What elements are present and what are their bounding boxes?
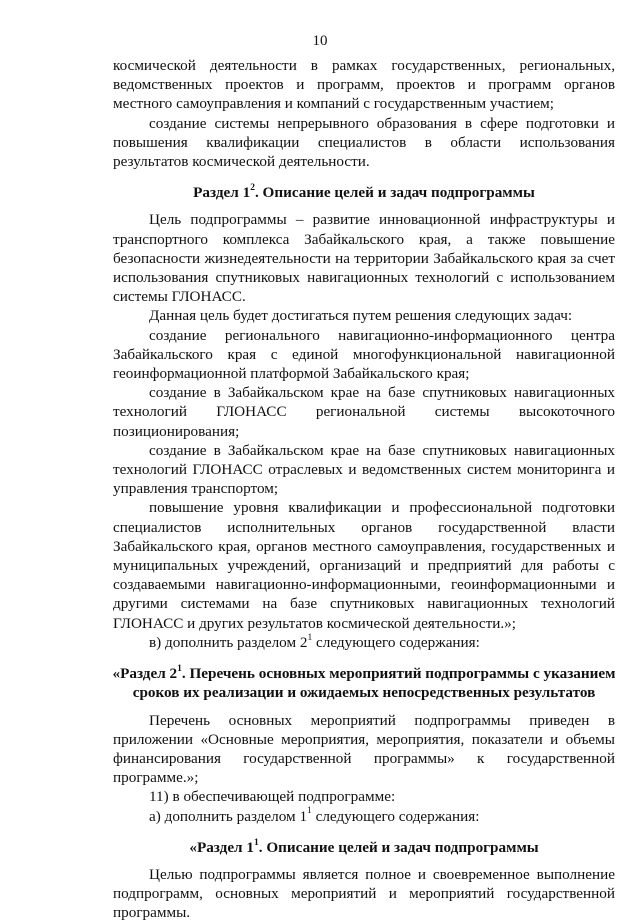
paragraph: Данная цель будет достигаться путем решения следующих задач:	[149, 307, 573, 325]
section-heading	[105, 664, 623, 702]
document-body	[113, 56, 615, 923]
paragraph-text: следующего содержания:	[312, 633, 480, 651]
paragraph-superscript: 1	[307, 806, 312, 817]
paragraph: Целью подпрограммы является полное и своевременное выполнение подпрограмм, основных мероприятий и мероприятий государственной программы.	[113, 865, 615, 922]
paragraph: 11) в обеспечивающей подпрограмме:	[149, 788, 396, 806]
heading-superscript: 2	[250, 183, 255, 194]
heading-superscript: 1	[253, 837, 259, 848]
paragraph: создание регионального навигационно-информационного центра Забайкальского края с единой многофункциональной навигационной геоинформационной платформой Забайкальского края;	[113, 326, 615, 383]
paragraph-text: а) дополнить разделом 1	[149, 807, 308, 825]
paragraph: создание в Забайкальском крае на базе спутниковых навигационных технологий ГЛОНАСС региональной системы высокоточного позиционирования;	[113, 384, 615, 440]
paragraph	[113, 807, 615, 826]
section-heading	[113, 183, 615, 202]
paragraph: Цель подпрограммы – развитие инновационной инфраструктуры и транспортного комплекса Забайкальского края, а также повышение безопасности жизнедеятельности на территории Забайкальского края за счет использования спутниковых навигационных технологий с использованием системы ГЛОНАСС.	[113, 211, 615, 306]
heading-text: . Описание целей и задач подпрограммы	[258, 838, 539, 856]
heading-text: . Перечень основных мероприятий подпрограммы с указанием сроков их реализации и ожидаемых непосредственных результатов	[132, 665, 616, 702]
paragraph: создание системы непрерывного образования в сфере подготовки и повышения квалификации специалистов в области использования результатов космической деятельности.	[113, 114, 615, 171]
heading-text: . Описание целей и задач подпрограммы	[254, 184, 535, 202]
page-number: 10	[312, 33, 328, 49]
heading-superscript: 1	[177, 664, 182, 675]
heading-text: Раздел 1	[193, 184, 251, 202]
paragraph: космической деятельности в рамках государственных, региональных, ведомственных проектов и программ, проектов и программ органов местного самоуправления и компаний с государственным участием;	[113, 57, 615, 113]
paragraph: повышение уровня квалификации и профессиональной подготовки специалистов исполнительных органов государственной власти Забайкальского края, органов местного самоуправления, государственных и муниципальных учреждений, организаций и предприятий для работы с создаваемыми навигационно-информационными, геоинформационными и другими системами на базе спутниковых навигационных технологий ГЛОНАСС и других результатов космической деятельности.»;	[113, 499, 615, 632]
paragraph-text: в) дополнить разделом 2	[149, 633, 308, 651]
paragraph: создание в Забайкальском крае на базе спутниковых навигационных технологий ГЛОНАСС отраслевых и ведомственных систем мониторинга и управления транспортом;	[113, 441, 615, 498]
heading-text: «Раздел 1	[189, 838, 254, 856]
paragraph	[113, 633, 615, 652]
section-heading	[113, 838, 615, 857]
paragraph-text: следующего содержания:	[311, 807, 480, 825]
paragraph-superscript: 1	[307, 632, 313, 643]
paragraph: Перечень основных мероприятий подпрограммы приведен в приложении «Основные мероприятия, мероприятия, показатели и объемы финансирования государственной программы» к государственной программе.»;	[113, 711, 615, 787]
heading-text: «Раздел 2	[112, 665, 178, 683]
